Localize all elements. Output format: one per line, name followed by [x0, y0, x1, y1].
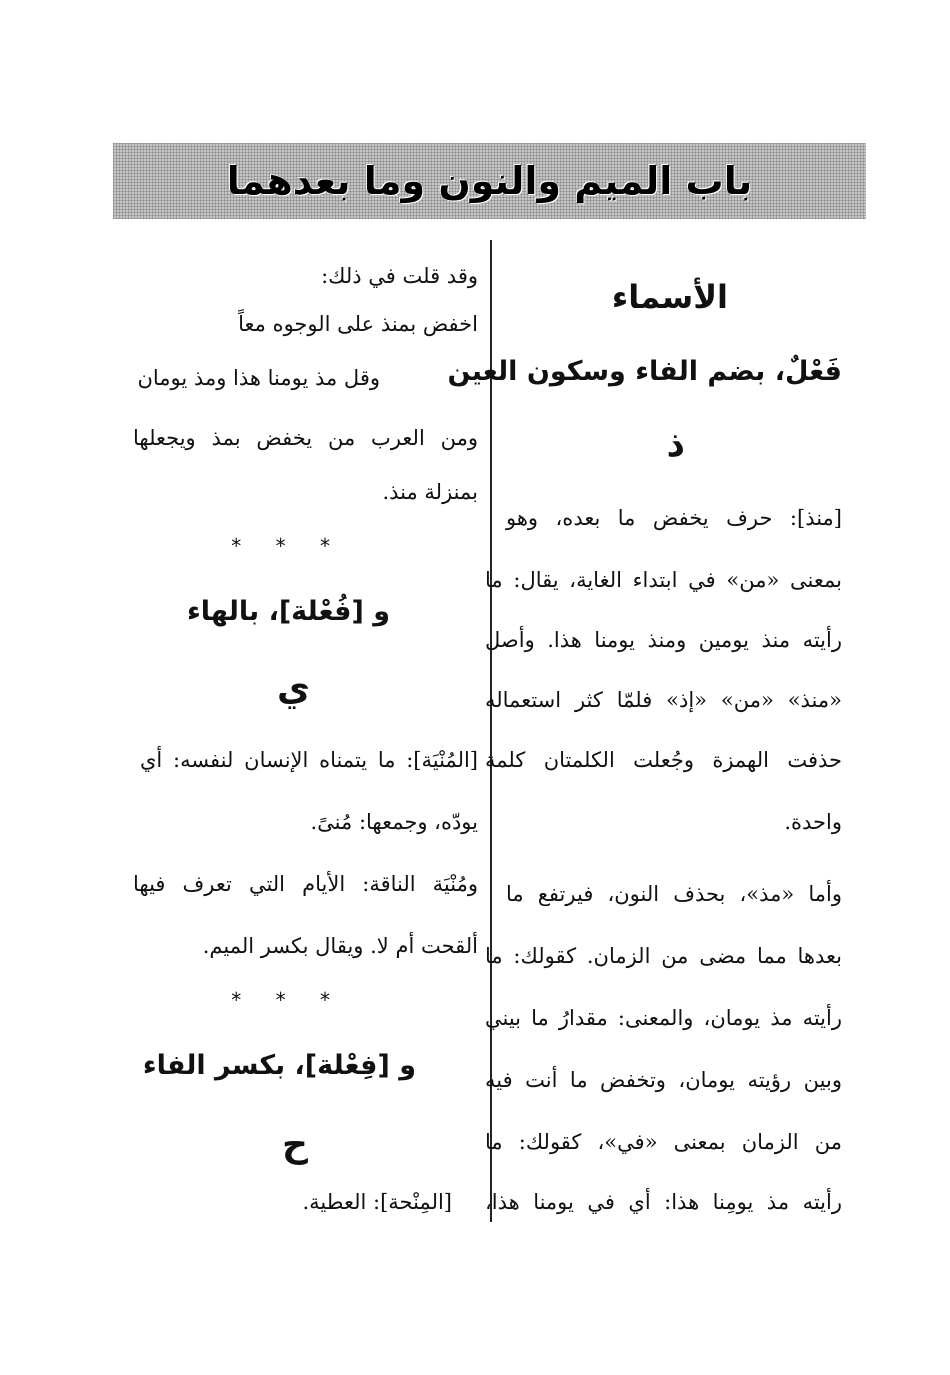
pattern-heading-fila: و [فِعْلة]، بكسر الفاء [142, 1050, 416, 1081]
verse-line-2: وقل مذ يومنا هذا ومذ يومان [137, 366, 380, 390]
pattern-heading-fula: و [فُعْلة]، بالهاء [186, 596, 390, 627]
right-line-6: واحدة. [784, 810, 842, 834]
def-munya-3: ومُنْيَة الناقة: الأيام التي تعرف فيها [133, 872, 478, 896]
pattern-heading: فَعْلٌ، بضم الفاء وسكون العين [447, 356, 842, 387]
right-line-10: وبين رؤيته يومان، وتخفض ما أنت فيه [485, 1068, 842, 1092]
right-line-8: بعدها مما مضى من الزمان. كقولك: ما [485, 944, 842, 968]
right-line-11: من الزمان بمعنى «في»، كقولك: ما [485, 1130, 842, 1154]
letter-heading-ha: ح [282, 1124, 308, 1165]
def-munya-1: [المُنْيَة]: ما يتمناه الإنسان لنفسه: أي [140, 748, 478, 772]
left-para-1: ومن العرب من يخفض بمذ ويجعلها [133, 426, 478, 450]
right-line-9: رأيته مذ يومان، والمعنى: مقدارُ ما بيني [485, 1006, 842, 1030]
section-heading: الأسماء [611, 278, 728, 316]
separator-stars-2: * * * [231, 988, 344, 1012]
right-line-1: [منذ]: حرف يخفض ما بعده، وهو [506, 506, 842, 530]
right-line-7: وأما «مذ»، بحذف النون، فيرتفع ما [506, 882, 842, 906]
verse-line-1: اخفض بمنذ على الوجوه معاً [238, 312, 478, 336]
left-intro: وقد قلت في ذلك: [321, 264, 478, 288]
def-munya-2: يودّه، وجمعها: مُنىً. [310, 810, 478, 834]
right-line-3: رأيته منذ يومين ومنذ يومنا هذا. وأصل [485, 628, 842, 652]
def-minha: [المِنْحة]: العطية. [302, 1190, 452, 1214]
right-line-5: حذفت الهمزة وجُعلت الكلمتان كلمة [485, 748, 842, 772]
chapter-title: باب الميم والنون وما بعدهما [226, 159, 753, 203]
left-para-1-end: بمنزلة منذ. [382, 480, 478, 504]
right-line-2: بمعنى «من» في ابتداء الغاية، يقال: ما [485, 568, 842, 592]
letter-heading-ya: ي [277, 668, 310, 709]
def-munya-4: ألقحت أم لا. ويقال بكسر الميم. [202, 934, 478, 958]
chapter-banner [113, 143, 866, 219]
separator-stars-1: * * * [231, 534, 344, 558]
letter-heading: ذ [666, 424, 685, 465]
right-line-12: رأيته مذ يومِنا هذا: أي في يومنا هذا، [485, 1190, 842, 1214]
right-line-4: «منذ» «من» «إذ» فلمّا كثر استعماله [485, 688, 842, 712]
